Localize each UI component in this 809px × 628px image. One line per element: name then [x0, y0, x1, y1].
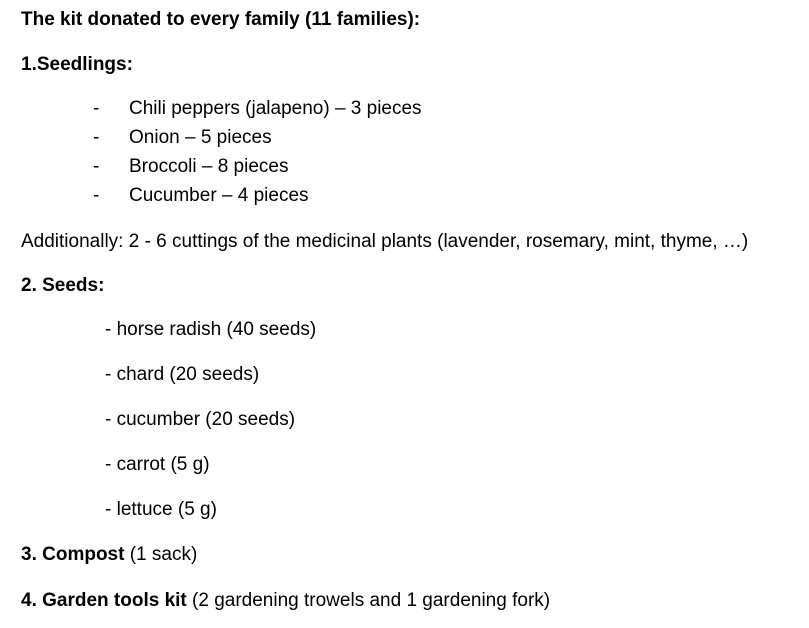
seedling-item-text: Broccoli – 8 pieces: [129, 156, 289, 177]
list-dash: -: [93, 185, 100, 206]
garden-tools-line: [21, 589, 550, 613]
seedlings-heading: 1.Seedlings:: [21, 54, 133, 75]
seedling-item-text: Onion – 5 pieces: [129, 127, 272, 148]
compost-line: [21, 543, 197, 567]
garden-tools-detail: (2 gardening trowels and 1 gardening fork): [186, 590, 551, 611]
document-title: The kit donated to every family (11 families):: [21, 9, 421, 30]
seed-list-item: - chard (20 seeds): [105, 364, 260, 385]
additional-note: Additionally: 2 - 6 cuttings of the medicinal plants (lavender, rosemary, mint, thyme, …): [21, 231, 749, 252]
seed-list-item: - carrot (5 g): [105, 454, 210, 475]
seedling-item-text: Chili peppers (jalapeno) – 3 pieces: [129, 98, 422, 119]
seed-list-item: - cucumber (20 seeds): [105, 409, 296, 430]
garden-tools-heading: 4. Garden tools kit: [21, 590, 187, 611]
seed-list-item: - lettuce (5 g): [105, 499, 217, 520]
seeds-heading: 2. Seeds:: [21, 275, 105, 296]
list-dash: -: [93, 156, 100, 177]
seed-list-item: - horse radish (40 seeds): [105, 319, 317, 340]
seedling-item-text: Cucumber – 4 pieces: [129, 185, 309, 206]
list-dash: -: [93, 127, 100, 148]
compost-detail: (1 sack): [124, 544, 198, 565]
list-dash: -: [93, 98, 100, 119]
compost-heading: 3. Compost: [21, 544, 125, 565]
